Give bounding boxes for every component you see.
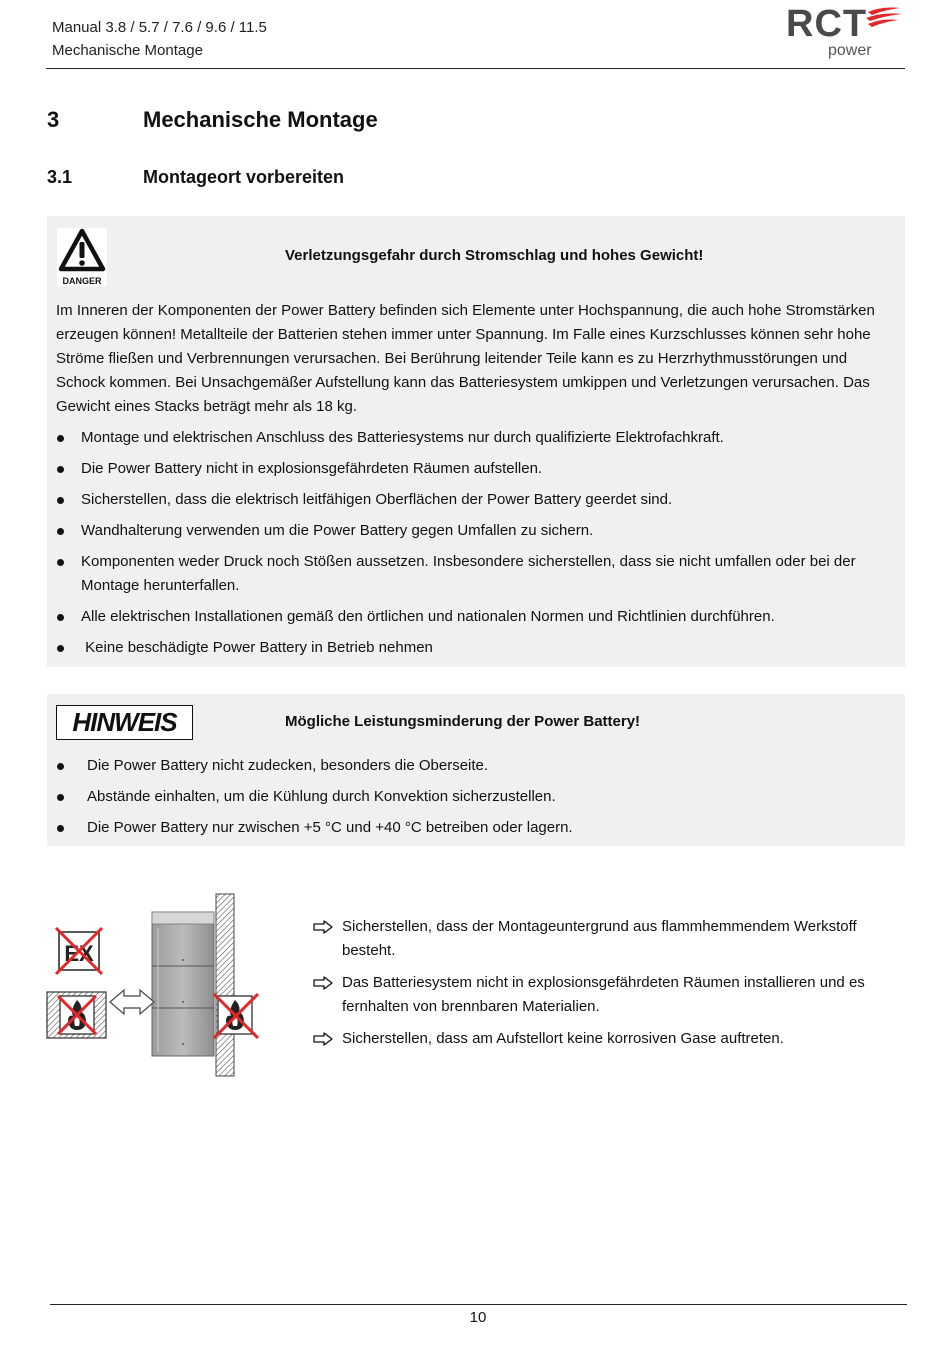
danger-bullet-list xyxy=(56,426,896,667)
list-item xyxy=(56,785,896,809)
heading2-number: 3.1 xyxy=(47,167,73,187)
notice-box xyxy=(47,694,905,846)
no-flammable-left-icon xyxy=(47,992,106,1038)
footer-divider xyxy=(50,1304,907,1305)
list-item xyxy=(56,605,896,629)
bullet-icon xyxy=(57,825,64,832)
list-item xyxy=(56,636,896,660)
manual-title: Manual 3.8 / 5.7 / 7.6 / 9.6 / 11.5 xyxy=(52,19,267,36)
distance-arrow-icon xyxy=(110,990,154,1014)
list-item-text: Wandhalterung verwenden um die Power Battery gegen Umfallen zu sichern. xyxy=(81,522,594,539)
hinweis-badge: HINWEIS xyxy=(56,705,193,740)
logo-main-text: RCT xyxy=(786,3,868,45)
list-item xyxy=(313,915,903,963)
list-item xyxy=(313,1027,903,1051)
list-item xyxy=(56,550,896,598)
bullet-icon xyxy=(57,763,64,770)
logo-swoosh-icon xyxy=(864,6,904,28)
list-item-text: Sicherstellen, dass der Montageuntergrund aus flammhemmendem Werkstoff besteht. xyxy=(342,918,857,959)
danger-box xyxy=(47,216,905,667)
bullet-icon xyxy=(57,435,64,442)
installation-illustration xyxy=(46,892,266,1078)
heading1-number: 3 xyxy=(47,107,60,132)
list-item-text: Die Power Battery nicht zudecken, besonders die Oberseite. xyxy=(87,757,489,774)
list-item xyxy=(56,754,896,778)
arrow-right-icon xyxy=(313,976,333,990)
notice-title: Mögliche Leistungsminderung der Power Battery! xyxy=(285,713,641,730)
bullet-icon xyxy=(57,497,64,504)
arrow-right-icon xyxy=(313,920,333,934)
ex-label: EX xyxy=(64,941,94,966)
list-item-text: Abstände einhalten, um die Kühlung durch Konvektion sicherzustellen. xyxy=(87,788,556,805)
bullet-icon xyxy=(57,645,64,652)
notice-bullet-list xyxy=(56,754,896,847)
danger-label: DANGER xyxy=(62,276,102,286)
list-item-text: Komponenten weder Druck noch Stößen aussetzen. Insbesondere sicherstellen, dass sie nicht umfallen oder bei der Montage herunterfallen. xyxy=(81,553,856,594)
arrow-right-icon xyxy=(313,1032,333,1046)
bullet-icon xyxy=(57,466,64,473)
heading1-title: Mechanische Montage xyxy=(143,107,378,132)
list-item xyxy=(56,488,896,512)
list-item-text: Keine beschädigte Power Battery in Betrieb nehmen xyxy=(81,639,433,656)
list-item xyxy=(56,457,896,481)
list-item-text: Das Batteriesystem nicht in explosionsgefährdeten Räumen installieren und es fernhalten von brennbaren Materialien. xyxy=(342,974,865,1015)
list-item-text: Die Power Battery nur zwischen +5 °C und +40 °C betreiben oder lagern. xyxy=(87,819,573,836)
bullet-icon xyxy=(57,559,64,566)
list-item-text: Die Power Battery nicht in explosionsgefährdeten Räumen aufstellen. xyxy=(81,460,543,477)
danger-paragraph: Im Inneren der Komponenten der Power Battery befinden sich Elemente unter Hochspannung, die auch hohe Stromstärken erzeugen können! Metallteile der Batterien stehen immer unter Spannung. Im Falle eines Kurzschlusses können sehr hohe Ströme fließen und Verbrennungen verursachen. Bei Berührung leitender Teile kann es zu Herzrhythmusstörungen und Schock kommen. Bei Unsachgemäßer Aufstellung kann das Batteriesystem umkippen und Verletzungen verursachen. Das Gewicht eines Stacks beträgt mehr als 18 kg. xyxy=(56,302,875,415)
logo-sub-text: power xyxy=(828,42,872,59)
list-item xyxy=(56,426,896,450)
instruction-list xyxy=(313,915,903,1059)
battery-stack-icon xyxy=(152,912,214,1056)
list-item xyxy=(313,971,903,1019)
list-item-text: Montage und elektrischen Anschluss des Batteriesystems nur durch qualifizierte Elektrofachkraft. xyxy=(81,429,724,446)
bullet-icon xyxy=(57,528,64,535)
list-item xyxy=(56,519,896,543)
bullet-icon xyxy=(57,794,64,801)
danger-title: Verletzungsgefahr durch Stromschlag und hohes Gewicht! xyxy=(285,247,704,264)
document-header xyxy=(52,16,267,62)
header-divider xyxy=(46,68,905,69)
heading2-title: Montageort vorbereiten xyxy=(143,167,345,187)
no-explosive-icon xyxy=(56,928,102,974)
list-item xyxy=(56,816,896,840)
no-flammable-right-icon xyxy=(214,994,258,1038)
list-item-text: Sicherstellen, dass die elektrisch leitfähigen Oberflächen der Power Battery geerdet sind. xyxy=(81,491,673,508)
list-item-text: Sicherstellen, dass am Aufstellort keine korrosiven Gase auftreten. xyxy=(342,1030,784,1047)
rct-power-logo xyxy=(786,4,906,62)
page-number: 10 xyxy=(469,1309,487,1326)
danger-warning-icon xyxy=(57,228,107,286)
bullet-icon xyxy=(57,614,64,621)
header-section: Mechanische Montage xyxy=(52,42,203,59)
list-item-text: Alle elektrischen Installationen gemäß den örtlichen und nationalen Normen und Richtlinien durchführen. xyxy=(81,608,775,625)
